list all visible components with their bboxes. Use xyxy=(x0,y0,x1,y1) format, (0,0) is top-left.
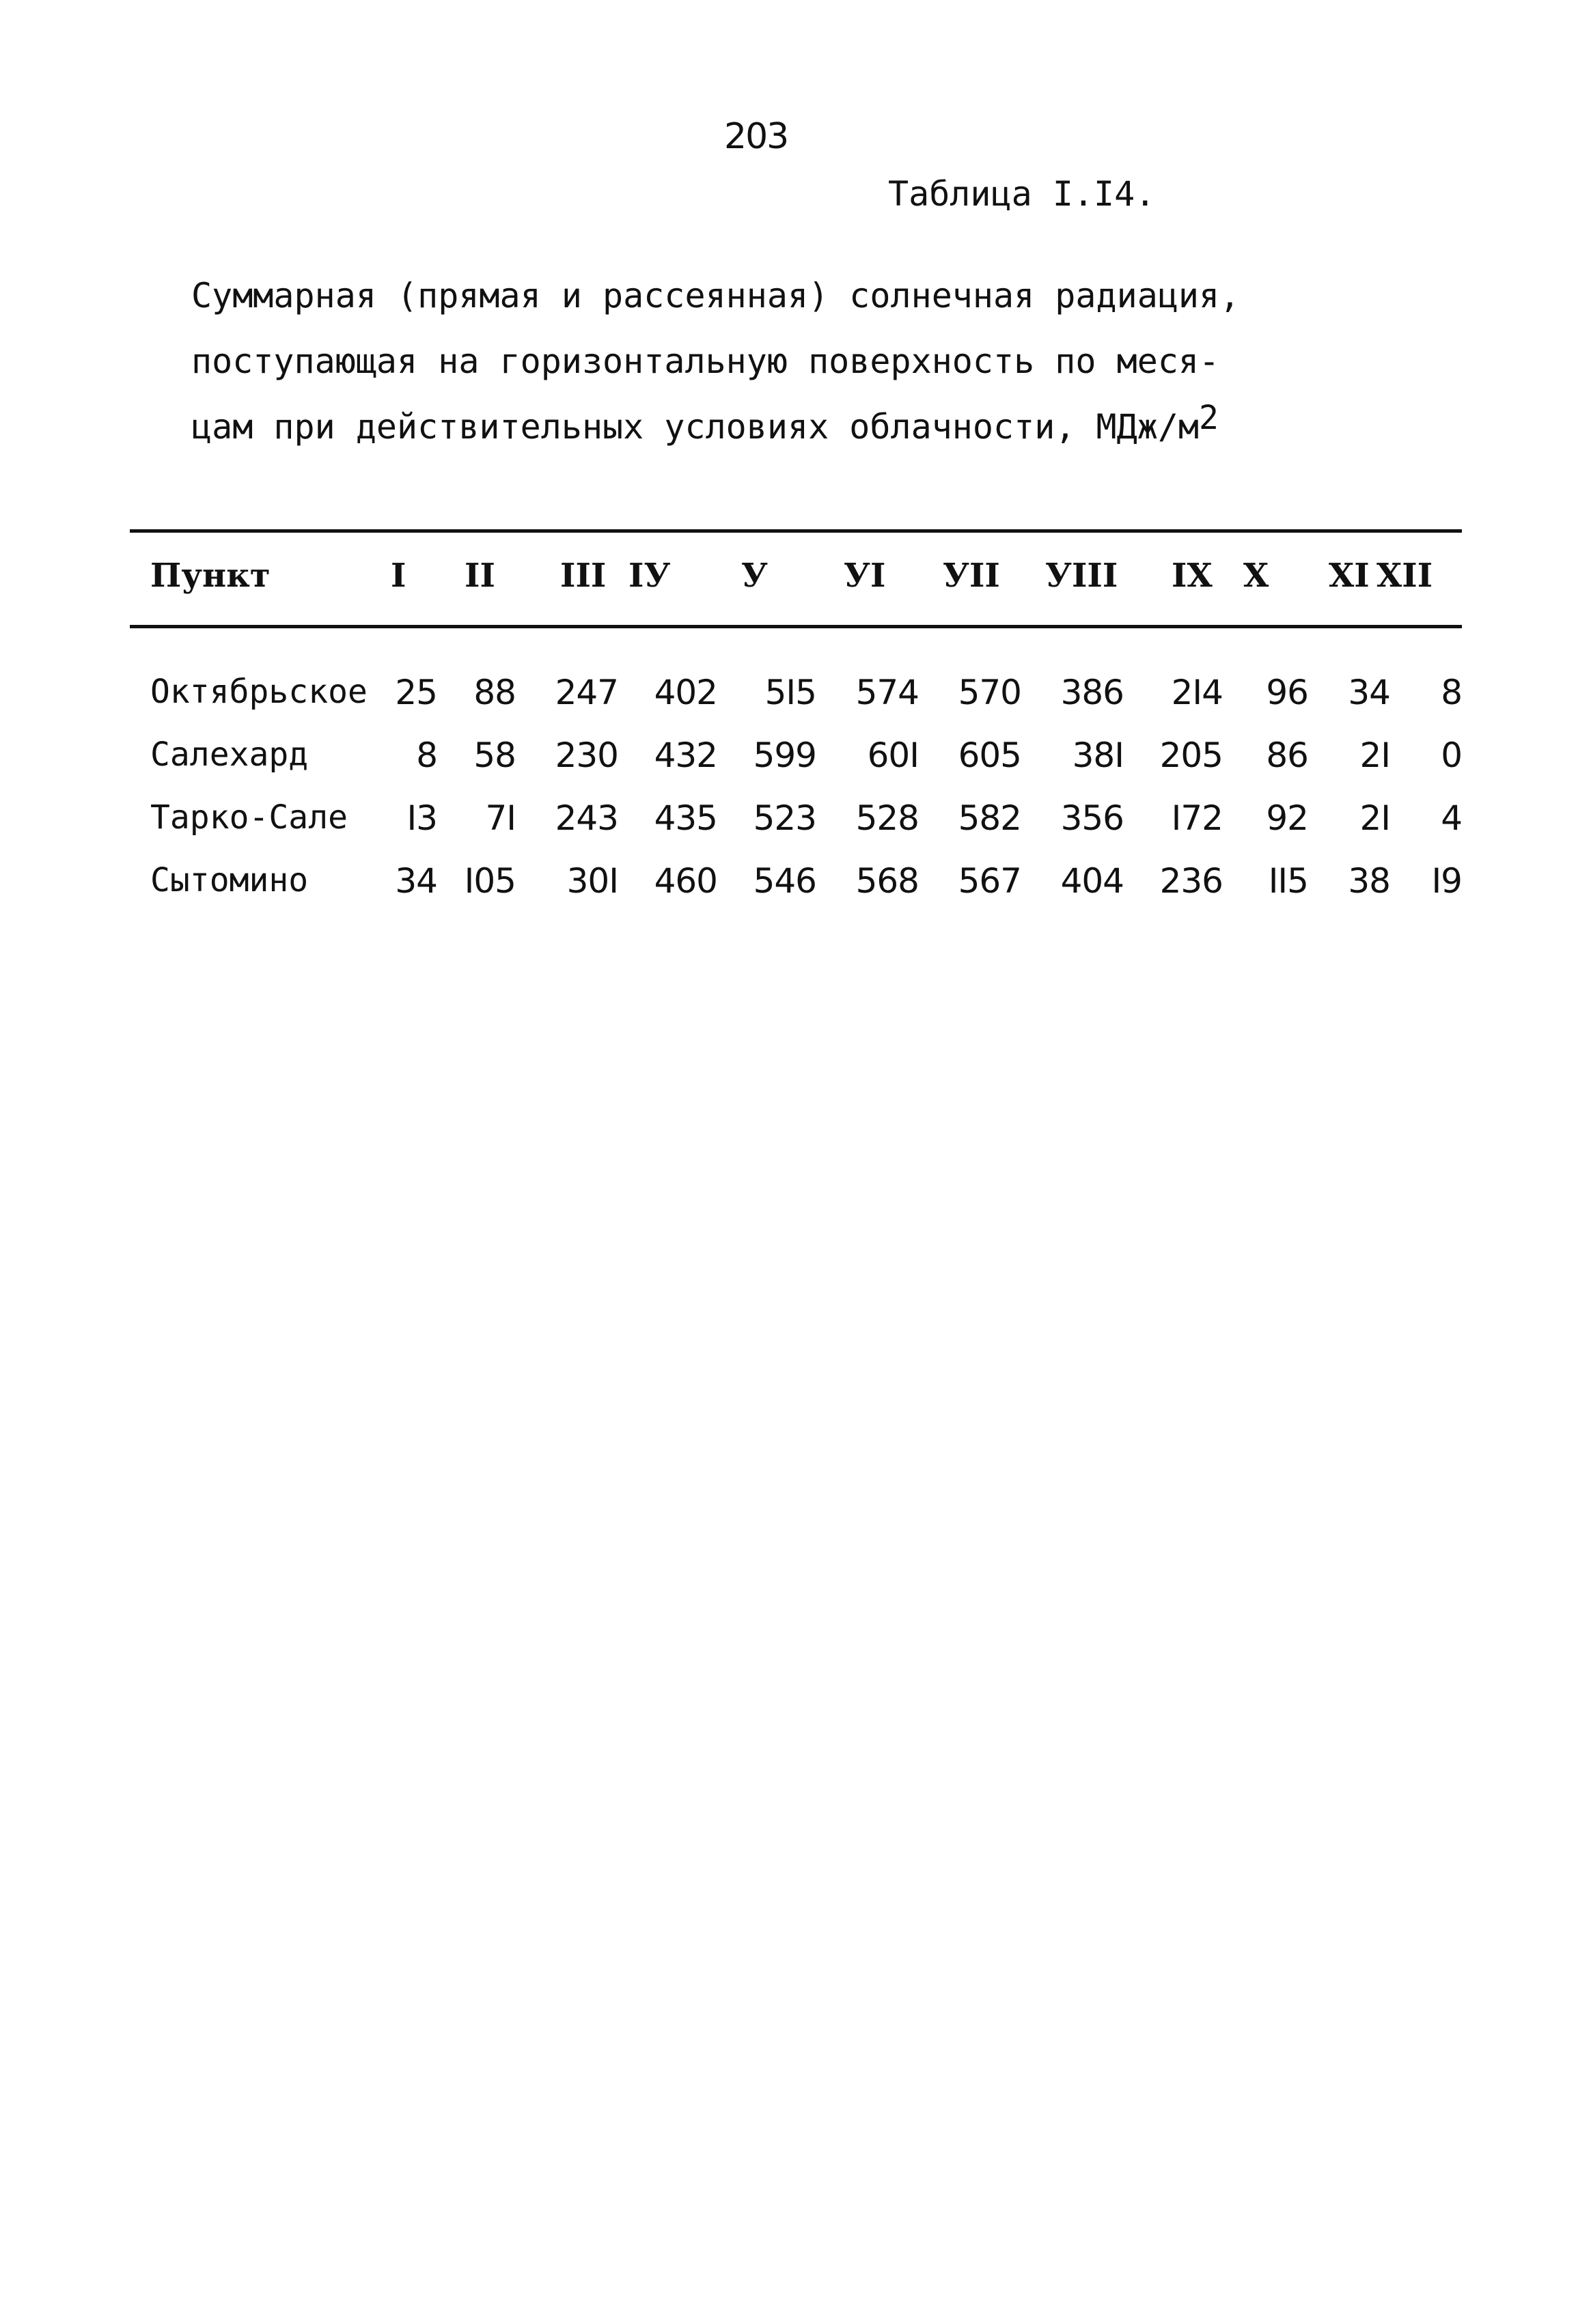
page-number: 203 xyxy=(724,116,788,157)
table-cell: 356 xyxy=(1060,798,1124,838)
table-cell: 2I xyxy=(1359,736,1390,775)
table-cell: 5I5 xyxy=(764,673,816,712)
caption-line-1: Суммарная (прямая и рассеянная) солнечная радиация, xyxy=(191,276,1241,316)
header-month-10: X xyxy=(1243,557,1269,595)
row-location-name: Тарко-Сале xyxy=(150,798,348,837)
caption-line-3-text: цам при действительных условиях облачности, МДж/м xyxy=(191,407,1200,447)
table-cell: 34 xyxy=(1348,673,1390,712)
header-location: Пункт xyxy=(150,557,271,595)
table-cell: 38I xyxy=(1072,736,1124,775)
table-cell: 2I4 xyxy=(1171,673,1223,712)
header-month-8: УIII xyxy=(1045,557,1118,595)
header-month-5: У xyxy=(741,557,768,595)
row-location-name: Сытомино xyxy=(150,861,309,899)
table-cell: 96 xyxy=(1266,673,1308,712)
table-cell: 86 xyxy=(1266,736,1308,775)
table-cell: 230 xyxy=(555,736,618,775)
header-month-1: I xyxy=(391,557,406,595)
table-cell: 236 xyxy=(1159,861,1223,901)
table-cell: 567 xyxy=(958,861,1021,901)
header-month-4: IУ xyxy=(628,557,671,595)
header-month-2: II xyxy=(465,557,495,595)
table-cell: I05 xyxy=(464,861,516,901)
table-cell: 7I xyxy=(485,798,516,838)
table-cell: 435 xyxy=(654,798,717,838)
table-top-rule xyxy=(130,529,1462,533)
table-cell: 58 xyxy=(473,736,516,775)
table-cell: 25 xyxy=(395,673,437,712)
header-month-11: XI xyxy=(1329,557,1370,595)
table-cell: I3 xyxy=(406,798,437,838)
header-month-6: УI xyxy=(844,557,886,595)
table-cell: 34 xyxy=(395,861,437,901)
table-cell: 599 xyxy=(753,736,816,775)
table-cell: 243 xyxy=(555,798,618,838)
caption-line-2: поступающая на горизонтальную поверхность по меся- xyxy=(191,341,1220,381)
table-id: Таблица I.I4. xyxy=(888,174,1156,214)
header-month-7: УII xyxy=(943,557,1000,595)
table-cell: 247 xyxy=(555,673,618,712)
table-cell: 30I xyxy=(566,861,618,901)
table-cell: 2I xyxy=(1359,798,1390,838)
table-cell: 568 xyxy=(855,861,919,901)
table-cell: I72 xyxy=(1171,798,1223,838)
table-cell: I9 xyxy=(1431,861,1462,901)
table-cell: 574 xyxy=(855,673,919,712)
table-cell: 402 xyxy=(654,673,717,712)
table-cell: 546 xyxy=(753,861,816,901)
row-location-name: Октябрьское xyxy=(150,673,368,711)
table-cell: 8 xyxy=(1441,673,1462,712)
table-cell: 605 xyxy=(958,736,1021,775)
table-cell: 404 xyxy=(1060,861,1124,901)
caption-line-3 xyxy=(191,394,1257,460)
header-month-12: XII xyxy=(1376,557,1433,595)
table-cell: 8 xyxy=(416,736,437,775)
table-cell: 205 xyxy=(1159,736,1223,775)
table-cell: 88 xyxy=(473,673,516,712)
table-cell: II5 xyxy=(1268,861,1308,901)
header-month-3: III xyxy=(560,557,607,595)
table-cell: 523 xyxy=(753,798,816,838)
caption-unit-superscript: 2 xyxy=(1199,399,1219,437)
table-cell: 92 xyxy=(1266,798,1308,838)
table-cell: 432 xyxy=(654,736,717,775)
header-month-9: IX xyxy=(1172,557,1213,595)
row-location-name: Салехард xyxy=(150,736,309,774)
table-cell: 0 xyxy=(1441,736,1462,775)
table-header-rule xyxy=(130,625,1462,628)
table-cell: 570 xyxy=(958,673,1021,712)
table-cell: 38 xyxy=(1348,861,1390,901)
table-caption xyxy=(191,263,1257,460)
table-cell: 460 xyxy=(654,861,717,901)
table-cell: 4 xyxy=(1441,798,1462,838)
table-cell: 582 xyxy=(958,798,1021,838)
table-cell: 528 xyxy=(855,798,919,838)
table-cell: 60I xyxy=(867,736,919,775)
table-cell: 386 xyxy=(1060,673,1124,712)
